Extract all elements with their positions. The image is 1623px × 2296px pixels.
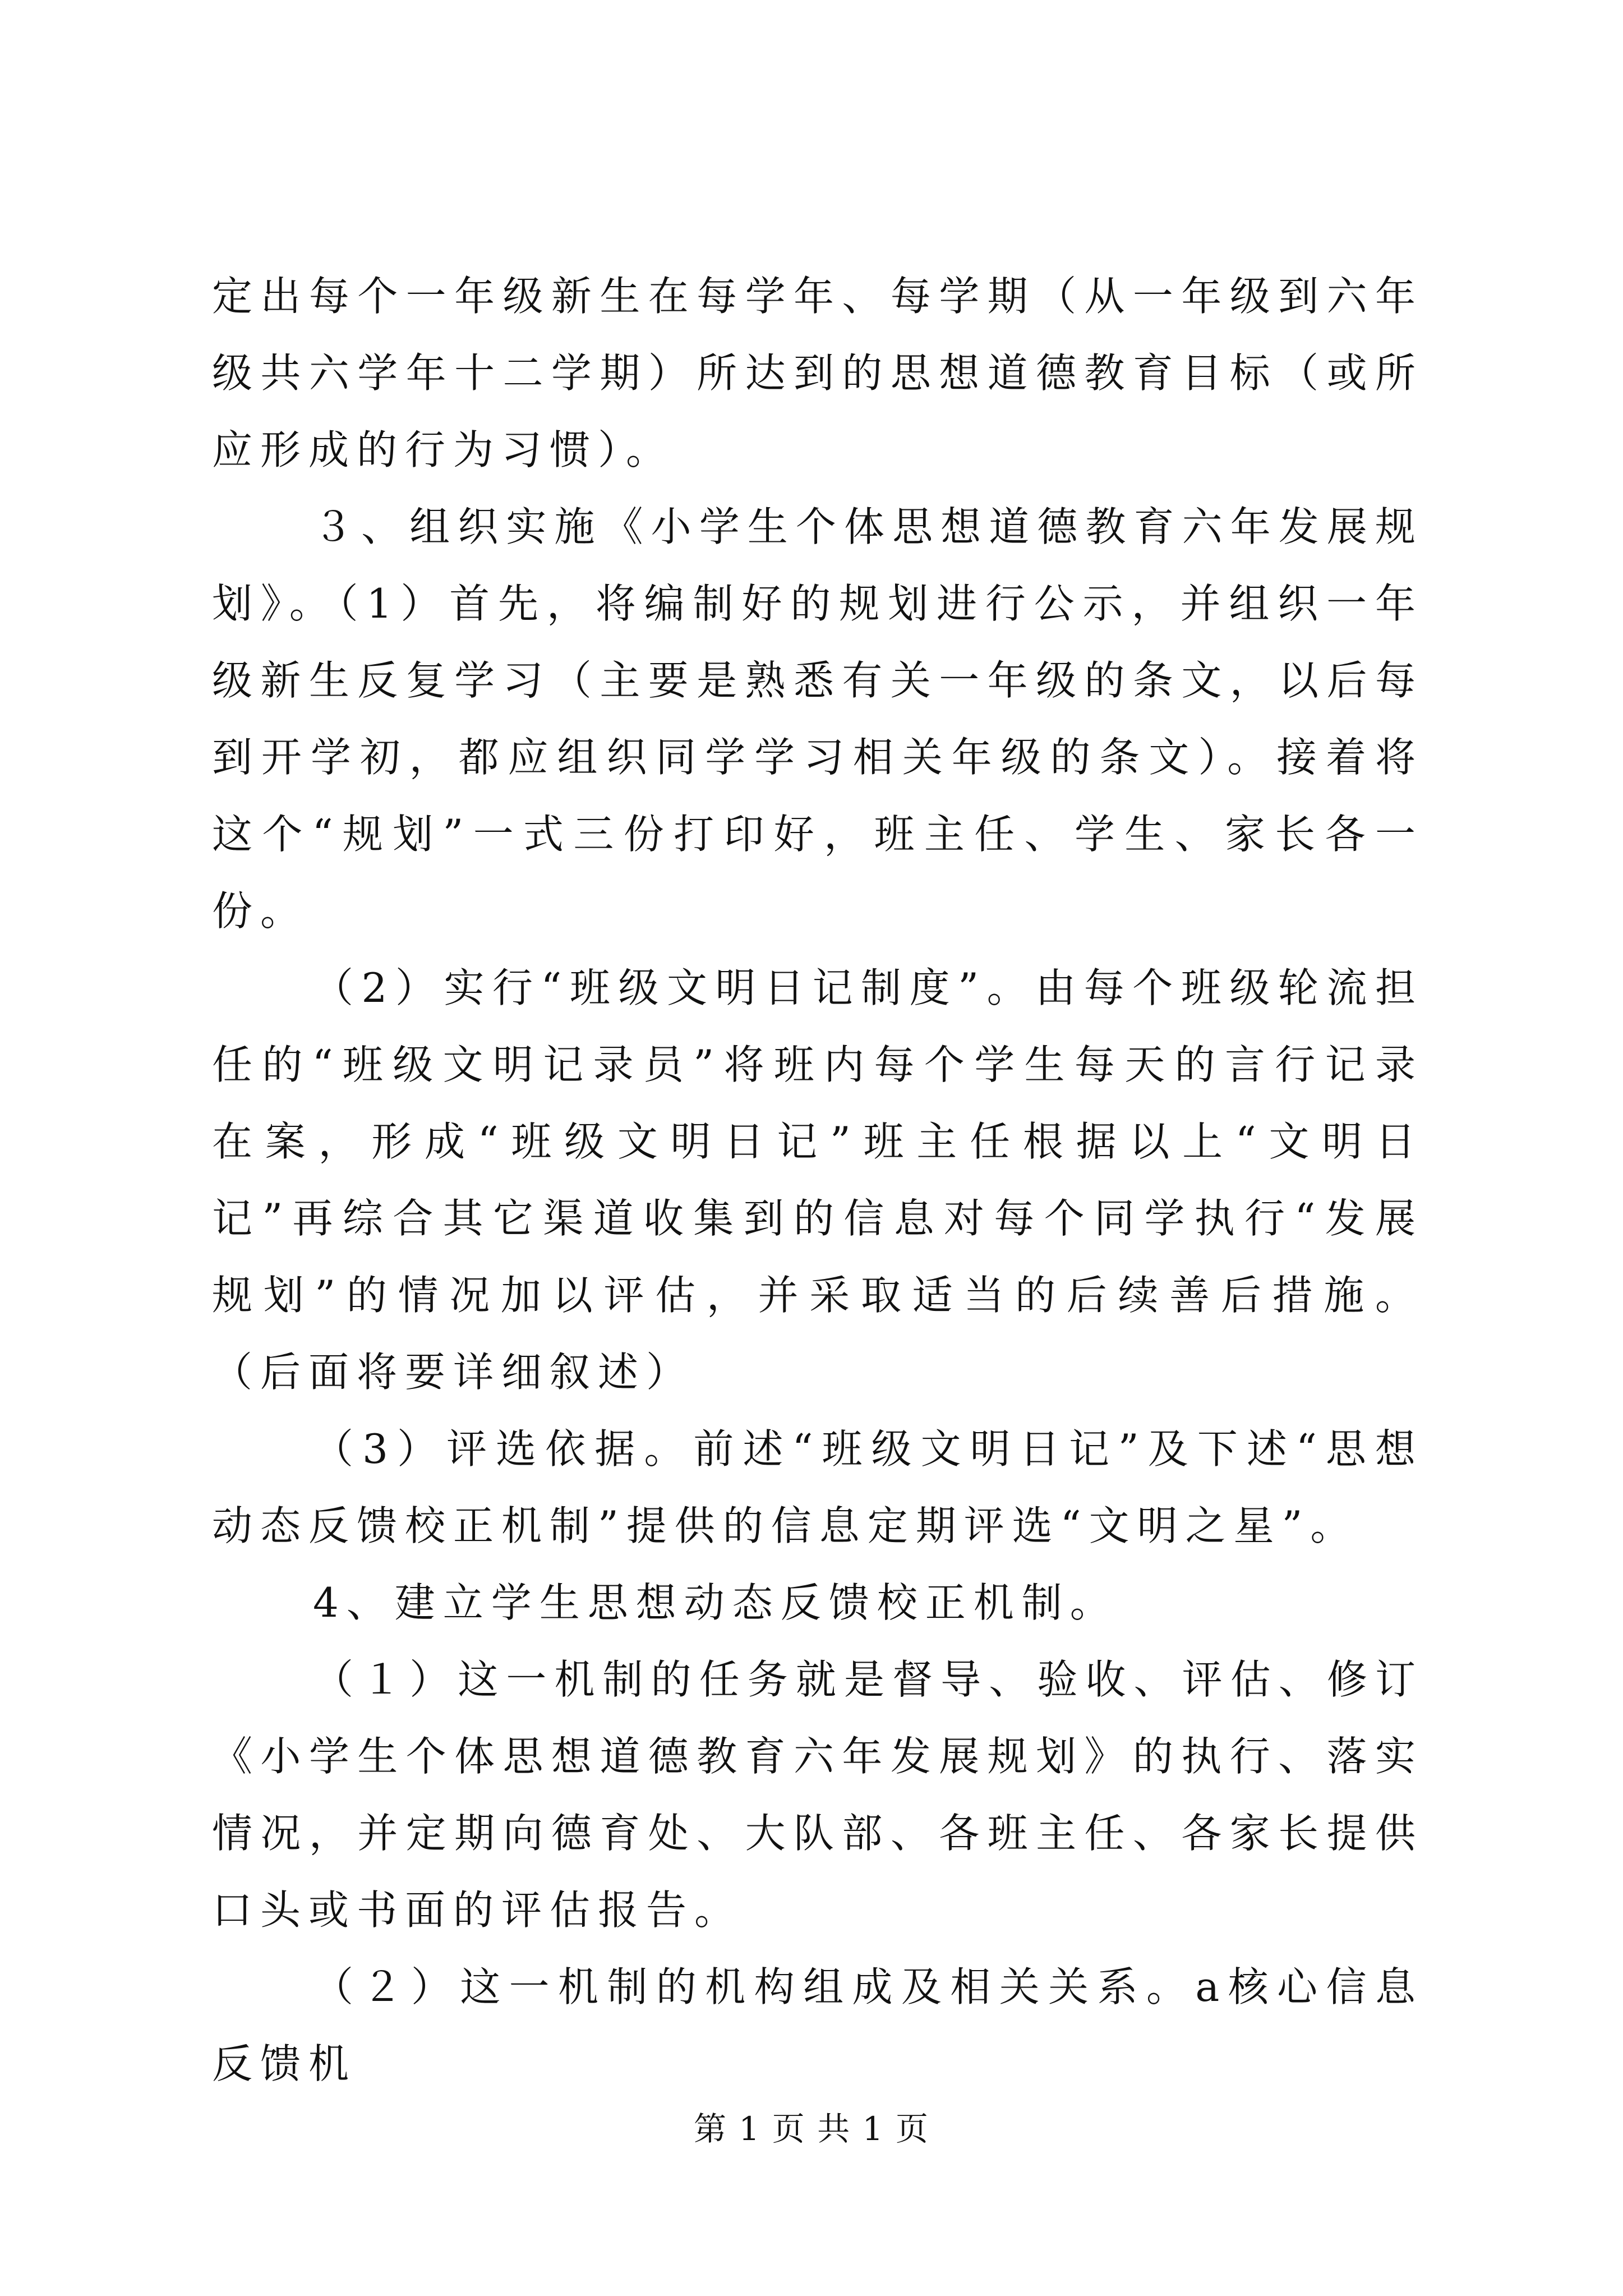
paragraph-section-3: ３、组织实施《小学生个体思想道德教育六年发展规划》。（1）首先，将编制好的规划进行公示，并组织一年级新生反复学习（主要是熟悉有关一年级的条文，以后每到开学初，都应组织同学学习相关年级的条文）。接着将这个“规划”一式三份打印好，班主任、学生、家长各一份。 [212, 503, 1423, 935]
document-body [212, 258, 1423, 2102]
paragraph-section-4-item-1: （１）这一机制的任务就是督导、验收、评估、修订《小学生个体思想道德教育六年发展规划》的执行、落实情况，并定期向德育处、大队部、各班主任、各家长提供口头或书面的评估报告。 [212, 1656, 1423, 1934]
paragraph-goals-continuation: 定出每个一年级新生在每学年、每学期（从一年级到六年级共六学年十二学期）所达到的思想道德教育目标（或所应形成的行为习惯）。 [212, 273, 1423, 473]
paragraph-item-2: （2）实行“班级文明日记制度”。由每个班级轮流担任的“班级文明记录员”将班内每个学生每天的言行记录在案，形成“班级文明日记”班主任根据以上“文明日记”再综合其它渠道收集到的信息对每个同学执行“发展规划”的情况加以评估，并采取适当的后续善后措施。（后面将要详细叙述） [212, 964, 1423, 1396]
paragraph-section-4-item-2: （２）这一机制的机构组成及相关关系。a核心信息反馈机 [212, 1963, 1423, 2087]
paragraph-item-3: （3）评选依据。前述“班级文明日记”及下述“思想动态反馈校正机制”提供的信息定期评选“文明之星”。 [212, 1425, 1423, 1549]
page-number-label: 第 1 页 共 1 页 [694, 2110, 929, 2148]
page-footer [0, 2109, 1623, 2148]
paragraph-section-4: 4、建立学生思想动态反馈校正机制。 [313, 1579, 1118, 1626]
